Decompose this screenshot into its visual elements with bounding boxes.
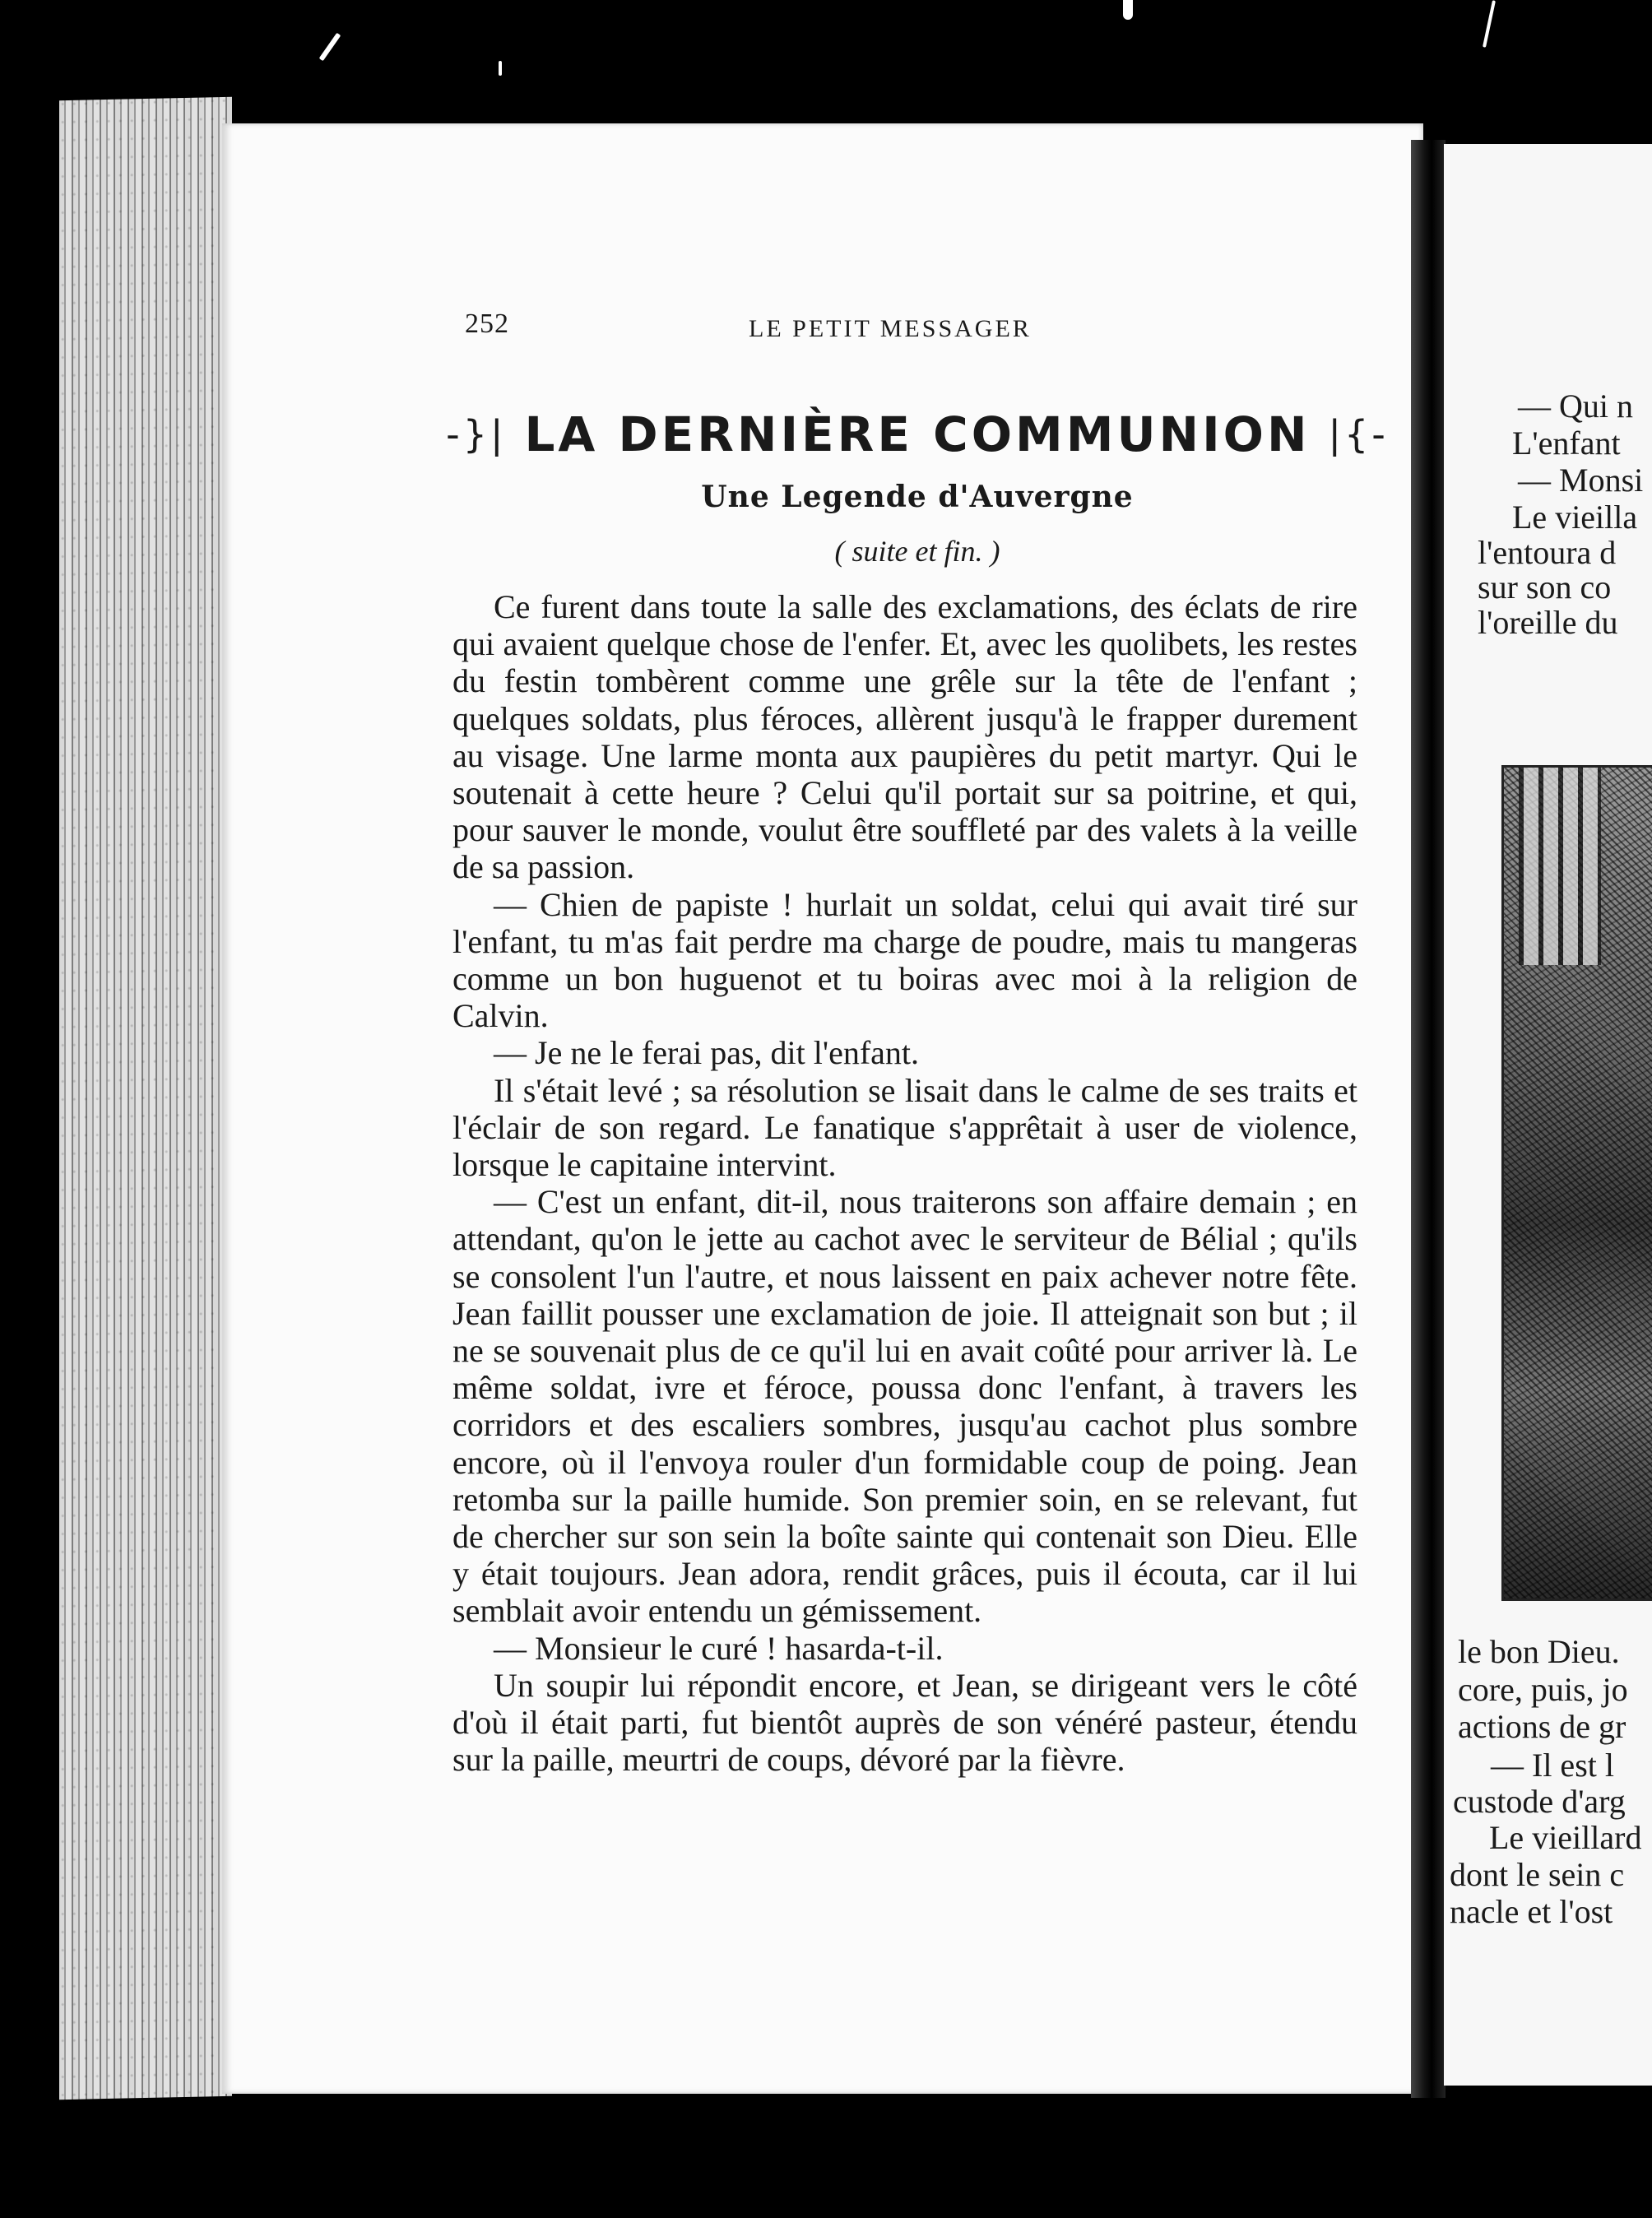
book-page-edges: [59, 97, 232, 2100]
right-page-line: l'oreille du: [1478, 604, 1618, 641]
scan-artifact: [499, 61, 502, 76]
paragraph: — C'est un enfant, dit-il, nous traiterons son affaire demain ; en attendant, qu'on le jette au cachot avec le serviteur de Bélial ; qu'ils se consolent l'un l'autre, et nous laissent en paix achever notre fête. Jean faillit pousser une exclamation de joie. Il atteignait son but ; il ne se souvenait plus de ce qu'il lui en avait coûté pour arriver là. Le même soldat, ivre et féroce, poussa donc l'enfant, à travers les corridors et des escaliers sombres, jusqu'au cachot plus sombre encore, où il l'envoya rouler d'un formidable coup de poing. Jean retomba sur la paille humide. Son premier soin, en se relevant, fut de chercher sur son sein la boîte sainte qui contenait son Dieu. Elle y était toujours. Jean adora, rendit grâces, puis il écouta, car il lui semblait avoir entendu un gémissement.: [452, 1183, 1357, 1630]
right-page-line: le bon Dieu.: [1458, 1633, 1620, 1670]
right-page-line: actions de gr: [1458, 1708, 1626, 1745]
paragraph: Ce furent dans toute la salle des exclamations, des éclats de rire qui avaient quelque chose de l'enfer. Et, avec les quolibets, les restes du festin tombèrent comme une grêle sur la tête de l'enfant ; quelques soldats, plus féroces, allèrent jusqu'à le frapper durement au visage. Une larme monta aux paupières du petit martyr. Qui le soutenait à cette heure ? Celui qu'il portait sur sa poitrine, et qui, pour sauver le monde, voulut être souffleté par des valets à la veille de sa passion.: [452, 588, 1357, 886]
paragraph: — Je ne le ferai pas, dit l'enfant.: [494, 1034, 920, 1072]
continuation-note: ( suite et fin. ): [834, 535, 1000, 568]
paragraph: Un soupir lui répondit encore, et Jean, se dirigeant vers le côté d'où il était parti, fut bientôt auprès de son vénéré pasteur, étendu sur la paille, meurtri de coups, dévoré par la fièvre.: [452, 1666, 1357, 1779]
article-header: [446, 401, 1389, 576]
right-page-line: nacle et l'ost: [1450, 1893, 1613, 1930]
running-head: [465, 309, 1370, 358]
title-ornament-right: |{-: [1328, 412, 1389, 457]
right-page-line: — Qui n: [1518, 387, 1633, 425]
scan-artifact: [1123, 0, 1133, 20]
page-number: 252: [465, 309, 509, 339]
right-page-line: Le vieilla: [1512, 499, 1638, 536]
right-page-line: L'enfant: [1512, 425, 1621, 462]
paragraph: — Chien de papiste ! hurlait un soldat, celui qui avait tiré sur l'enfant, tu m'as fait perdre ma charge de poudre, mais tu mangeras comme un bon huguenot et tu boiras avec moi à la religion de Calvin.: [452, 885, 1357, 1035]
article-title: [446, 401, 1389, 467]
right-page-line: sur son co: [1478, 568, 1612, 606]
title-ornament-left: -}|: [446, 412, 507, 457]
journal-title: LE PETIT MESSAGER: [749, 315, 1032, 342]
article-body: [452, 588, 1357, 1779]
right-page-line: — Il est l: [1491, 1747, 1614, 1784]
right-page-line: l'entoura d: [1478, 534, 1617, 571]
engraving-illustration: [1501, 765, 1652, 1601]
paragraph: Il s'était levé ; sa résolution se lisait dans le calme de ses traits et l'éclair de son regard. Le fanatique s'apprêtait à user de violence, lorsque le capitaine intervint.: [452, 1071, 1357, 1184]
right-page-line: Le vieillard: [1489, 1819, 1642, 1856]
right-page-line: — Monsi: [1518, 462, 1644, 499]
right-page-line: dont le sein c: [1450, 1856, 1625, 1893]
article-title-text: LA DERNIÈRE COMMUNION: [524, 406, 1311, 462]
right-page-line: custode d'arg: [1453, 1783, 1626, 1820]
paragraph: — Monsieur le curé ! hasarda-t-il.: [494, 1629, 944, 1667]
right-page-line: core, puis, jo: [1458, 1671, 1628, 1708]
article-subtitle: Une Legende d'Auvergne: [701, 480, 1134, 514]
book-gutter: [1411, 140, 1446, 2098]
